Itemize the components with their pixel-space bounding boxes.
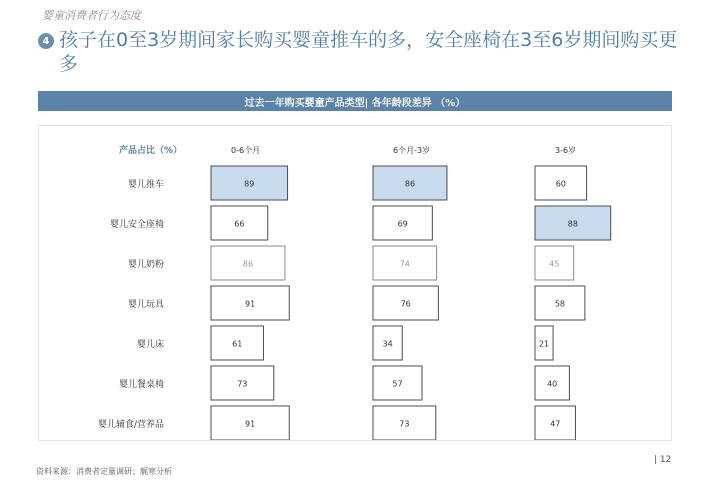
- category-label: 婴儿玩具: [127, 300, 164, 310]
- data-label: 45: [549, 259, 560, 269]
- section-number-badge: 4: [38, 33, 54, 49]
- data-label: 34: [382, 339, 393, 349]
- bar-chart: [39, 126, 671, 440]
- data-label: 89: [244, 179, 255, 189]
- data-label: 66: [234, 219, 245, 229]
- chart-title-banner: 过去一年购买婴童产品类型| 各年龄段差异 （%）: [38, 91, 672, 111]
- column-header: 0-6个月: [231, 146, 261, 155]
- category-label: 婴儿安全座椅: [109, 220, 164, 230]
- data-label: 73: [399, 419, 410, 429]
- column-header: 3-6岁: [555, 146, 577, 155]
- data-label: 58: [554, 299, 566, 309]
- data-label: 74: [399, 259, 410, 269]
- data-label: 47: [550, 419, 561, 429]
- data-label: 57: [392, 379, 403, 389]
- category-label: 婴儿奶粉: [127, 260, 164, 270]
- category-label: 婴儿床: [136, 340, 164, 350]
- data-label: 88: [567, 219, 578, 229]
- section-label: 婴童消费者行为态度: [42, 9, 141, 22]
- page-headline: [38, 28, 688, 76]
- data-label: 21: [538, 339, 550, 349]
- data-label: 76: [400, 299, 411, 309]
- headline-text: 孩子在0至3岁期间家长购买婴童推车的多，安全座椅在3至6岁期间购买更多: [59, 29, 678, 75]
- data-label: 73: [237, 379, 248, 389]
- data-label: 60: [555, 179, 566, 189]
- data-label: 91: [245, 419, 256, 429]
- source-note: 资料来源：消费者定量调研；艉寒分析: [36, 467, 172, 476]
- data-label: 91: [245, 299, 256, 309]
- data-label: 86: [242, 259, 254, 269]
- page-number: | 12: [654, 455, 672, 465]
- row-header-label: 产品占比（%）: [119, 146, 183, 156]
- category-label: 婴儿辅食/营养品: [97, 420, 164, 430]
- category-label: 婴儿餐桌椅: [118, 380, 164, 390]
- column-header: 6个月-3岁: [393, 146, 431, 155]
- data-label: 40: [547, 379, 558, 389]
- data-label: 86: [404, 179, 416, 189]
- data-label: 69: [397, 219, 408, 229]
- data-label: 61: [232, 339, 243, 349]
- category-label: 婴儿推车: [127, 180, 164, 190]
- chart-panel: [38, 125, 672, 441]
